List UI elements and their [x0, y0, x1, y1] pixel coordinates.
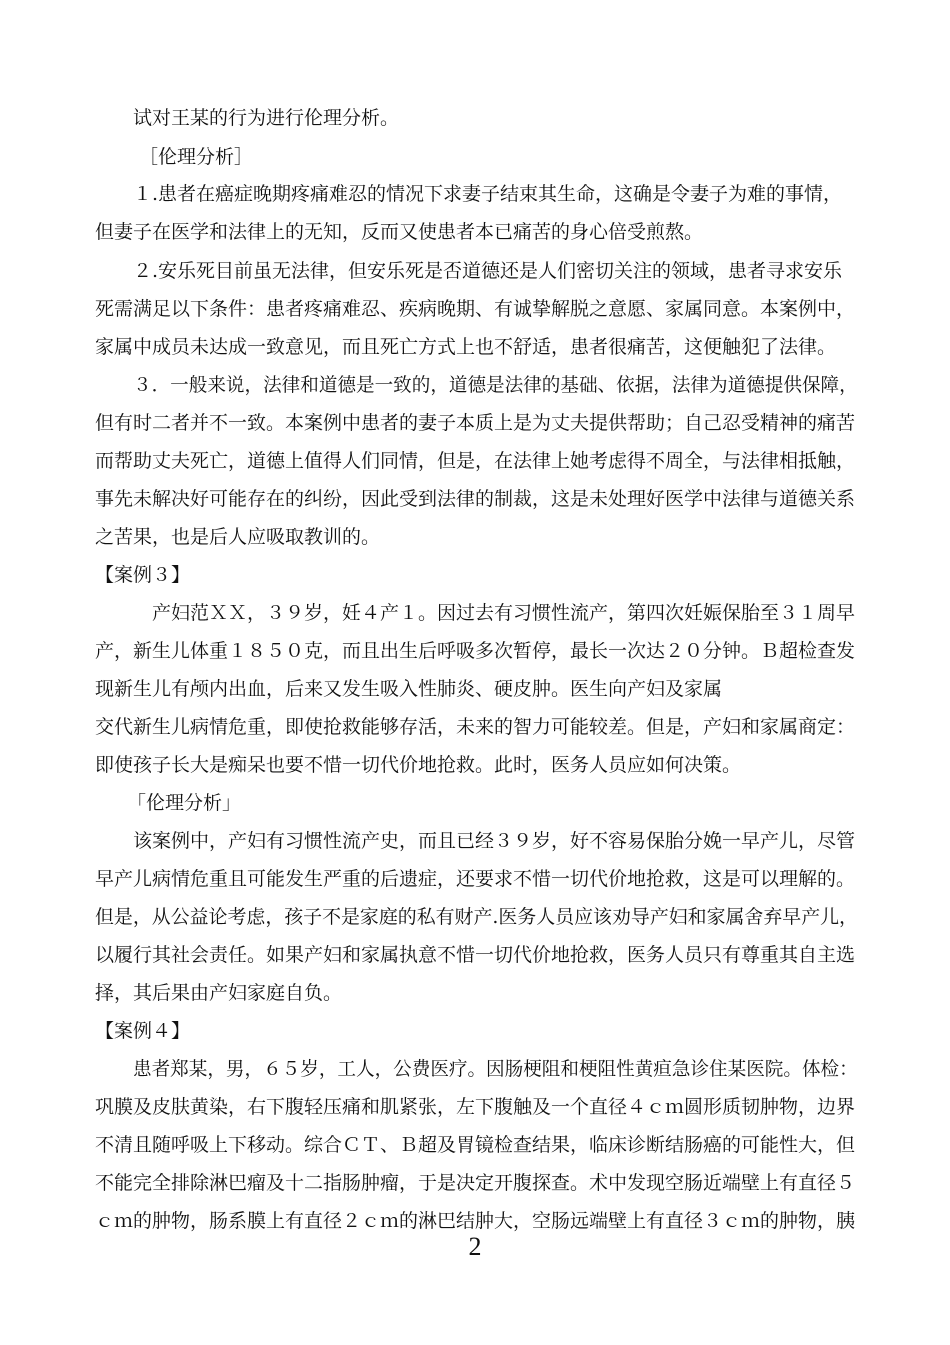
text-line: 该案例中，产妇有习惯性流产史，而且已经３９岁，好不容易保胎分娩一早产儿，尽管 [133, 830, 856, 852]
text-line: 家属中成员未达成一致意见，而且死亡方式上也不舒适，患者很痛苦，这便触犯了法律。 [95, 336, 837, 358]
text-line: 不清且随呼吸上下移动。综合ＣＴ、Ｂ超及胃镜检查结果，临床诊断结肠癌的可能性大，但 [95, 1134, 856, 1156]
text-line: 之苦果，也是后人应吸取教训的。 [95, 526, 381, 548]
page-number: 2 [468, 1232, 482, 1261]
text-line: 但妻子在医学和法律上的无知，反而又使患者本已痛苦的身心倍受煎熬。 [95, 221, 704, 243]
text-line: 而帮助丈夫死亡，道德上值得人们同情，但是，在法律上她考虑得不周全，与法律相抵触， [95, 450, 856, 472]
text-line: 现新生儿有颅内出血，后来又发生吸入性肺炎、硬皮肿。医生向产妇及家属 [95, 678, 723, 700]
text-line: 患者郑某，男，６５岁，工人，公费医疗。因肠梗阻和梗阻性黄疸急诊住某医院。体检： [133, 1058, 858, 1080]
text-line: 试对王某的行为进行伦理分析。 [133, 107, 400, 129]
text-line: 但有时二者并不一致。本案例中患者的妻子本质上是为丈夫提供帮助；自己忍受精神的痛苦 [95, 412, 856, 434]
text-line: 交代新生儿病情危重，即使抢救能够存活，未来的智力可能较差。但是，产妇和家属商定： [95, 716, 856, 738]
text-line: ３．一般来说，法律和道德是一致的，道德是法律的基础、依据，法律为道德提供保障， [133, 374, 858, 396]
text-line: ［伦理分析］ [139, 146, 254, 168]
text-line: 以履行其社会责任。如果产妇和家属执意不惜一切代价地抢救，医务人员只有尊重其自主选 [95, 944, 856, 966]
text-line: 事先未解决好可能存在的纠纷，因此受到法律的制裁，这是未处理好医学中法律与道德关系 [95, 488, 856, 510]
text-line: 早产儿病情危重且可能发生严重的后遗症，还要求不惜一切代价地抢救，这是可以理解的。 [95, 868, 856, 890]
text-line: 不能完全排除淋巴瘤及十二指肠肿瘤，于是决定开腹探查。术中发现空肠近端壁上有直径５ [95, 1172, 856, 1194]
case-heading: 【案例４】 [95, 1020, 191, 1042]
section-heading: 「伦理分析」 [127, 792, 242, 814]
case-heading: 【案例３】 [95, 564, 191, 586]
text-line: 择，其后果由产妇家庭自负。 [95, 982, 343, 1004]
text-line: 但是，从公益论考虑，孩子不是家庭的私有财产.医务人员应该劝导产妇和家属舍弃早产儿， [95, 906, 858, 928]
text-line: 巩膜及皮肤黄染，右下腹轻压痛和肌紧张，左下腹触及一个直径４ｃｍ圆形质韧肿物，边界 [95, 1096, 856, 1118]
text-line: 死需满足以下条件：患者疼痛难忍、疾病晚期、有诚挚解脱之意愿、家属同意。本案例中， [95, 298, 856, 320]
text-line: 即使孩子长大是痴呆也要不惜一切代价地抢救。此时，医务人员应如何决策。 [95, 754, 742, 776]
text-line: 产妇范ＸＸ，３９岁，妊４产１。因过去有习惯性流产，第四次妊娠保胎至３１周早 [152, 602, 856, 624]
text-line: 产，新生儿体重１８５０克，而且出生后呼吸多次暂停，最长一次达２０分钟。Ｂ超检查发 [95, 640, 856, 662]
text-line: １.患者在癌症晚期疼痛难忍的情况下求妻子结束其生命，这确是令妻子为难的事情， [133, 183, 843, 205]
text-line: ｃｍ的肿物，肠系膜上有直径２ｃｍ的淋巴结肿大，空肠远端壁上有直径３ｃｍ的肿物，胰 [95, 1210, 856, 1232]
text-line: ２.安乐死目前虽无法律，但安乐死是否道德还是人们密切关注的领域，患者寻求安乐 [133, 260, 843, 282]
